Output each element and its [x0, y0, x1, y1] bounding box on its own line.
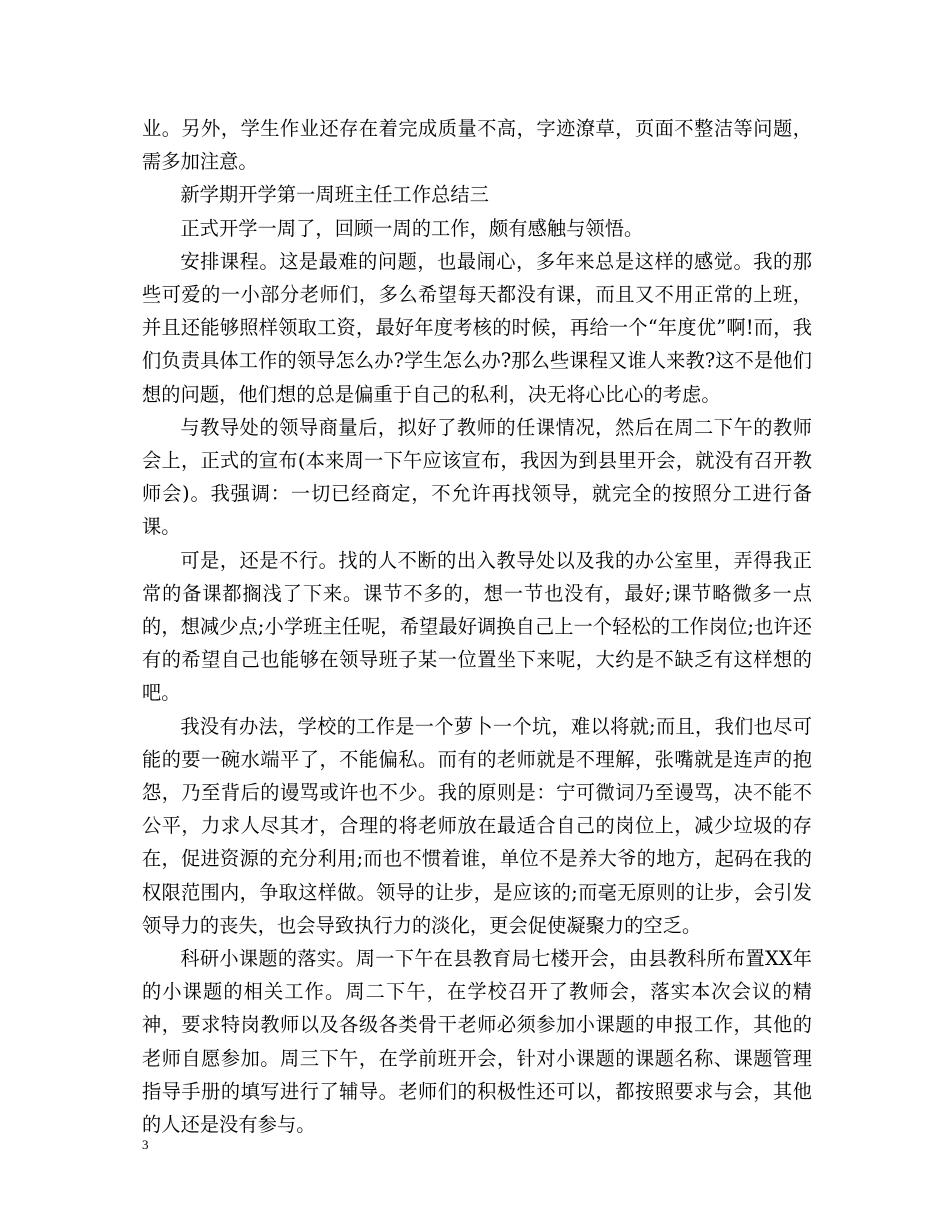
paragraph: 正式开学一周了，回顾一周的工作，颇有感触与领悟。	[180, 216, 644, 240]
paragraph: 科研小课题的落实。周一下午在县教育局七楼开会，由县教科所布置XX年的小课题的相关工作。周二下午，在学校召开了教师会，落实本次会议的精神，要求特岗教师以及各级各类骨干老师必须参加小课题的申报工作，其他的老师自愿参加。周三下午，在学前班开会，针对小课题的课题名称、课题管理指导手册的填写进行了辅导。老师们的积极性还可以，都按照要求与会，其他的人还是没有参与。	[142, 947, 812, 1137]
paragraph: 我没有办法，学校的工作是一个萝卜一个坑，难以将就;而且，我们也尽可能的要一碗水端平了，不能偏私。而有的老师就是不理解，张嘴就是连声的抱怨，乃至背后的谩骂或许也不少。我的原则是：宁可微词乃至谩骂，决不能不公平，力求人尽其才，合理的将老师放在最适合自己的岗位上，减少垃圾的存在，促进资源的充分利用;而也不惯着谁，单位不是养大爷的地方，起码在我的权限范围内，争取这样做。领导的让步，是应该的;而毫无原则的让步，会引发领导力的丧失，也会导致执行力的淡化，更会促使凝聚力的空乏。	[142, 714, 812, 937]
paragraph: 安排课程。这是最难的问题，也最闹心，多年来总是这样的感觉。我的那些可爱的一小部分老师们，多么希望每天都没有课，而且又不用正常的上班，并且还能够照样领取工资，最好年度考核的时候，再给一个“年度优”啊!而，我们负责具体工作的领导怎么办?学生怎么办?那么些课程又谁人来教?这不是他们想的问题，他们想的总是偏重于自己的私利，决无将心比心的考虑。	[142, 249, 812, 406]
paragraph: 可是，还是不行。找的人不断的出入教导处以及我的办公室里，弄得我正常的备课都搁浅了下来。课节不多的，想一节也没有，最好;课节略微多一点的，想减少点;小学班主任呢，希望最好调换自己上一个轻松的工作岗位;也许还有的希望自己也能够在领导班子某一位置坐下来呢，大约是不缺乏有这样想的吧。	[142, 548, 812, 705]
section-heading: 新学期开学第一周班主任工作总结三	[180, 183, 489, 207]
document-body	[142, 112, 812, 1141]
paragraph: 业。另外，学生作业还存在着完成质量不高，字迹潦草，页面不整洁等问题，需多加注意。	[142, 117, 812, 174]
page-number: 3	[142, 1137, 149, 1152]
paragraph: 与教导处的领导商量后，拟好了教师的任课情况，然后在周二下午的教师会上，正式的宣布(本来周一下午应该宣布，我因为到县里开会，就没有召开教师会)。我强调：一切已经商定，不允许再找领导，就完全的按照分工进行备课。	[142, 415, 812, 539]
